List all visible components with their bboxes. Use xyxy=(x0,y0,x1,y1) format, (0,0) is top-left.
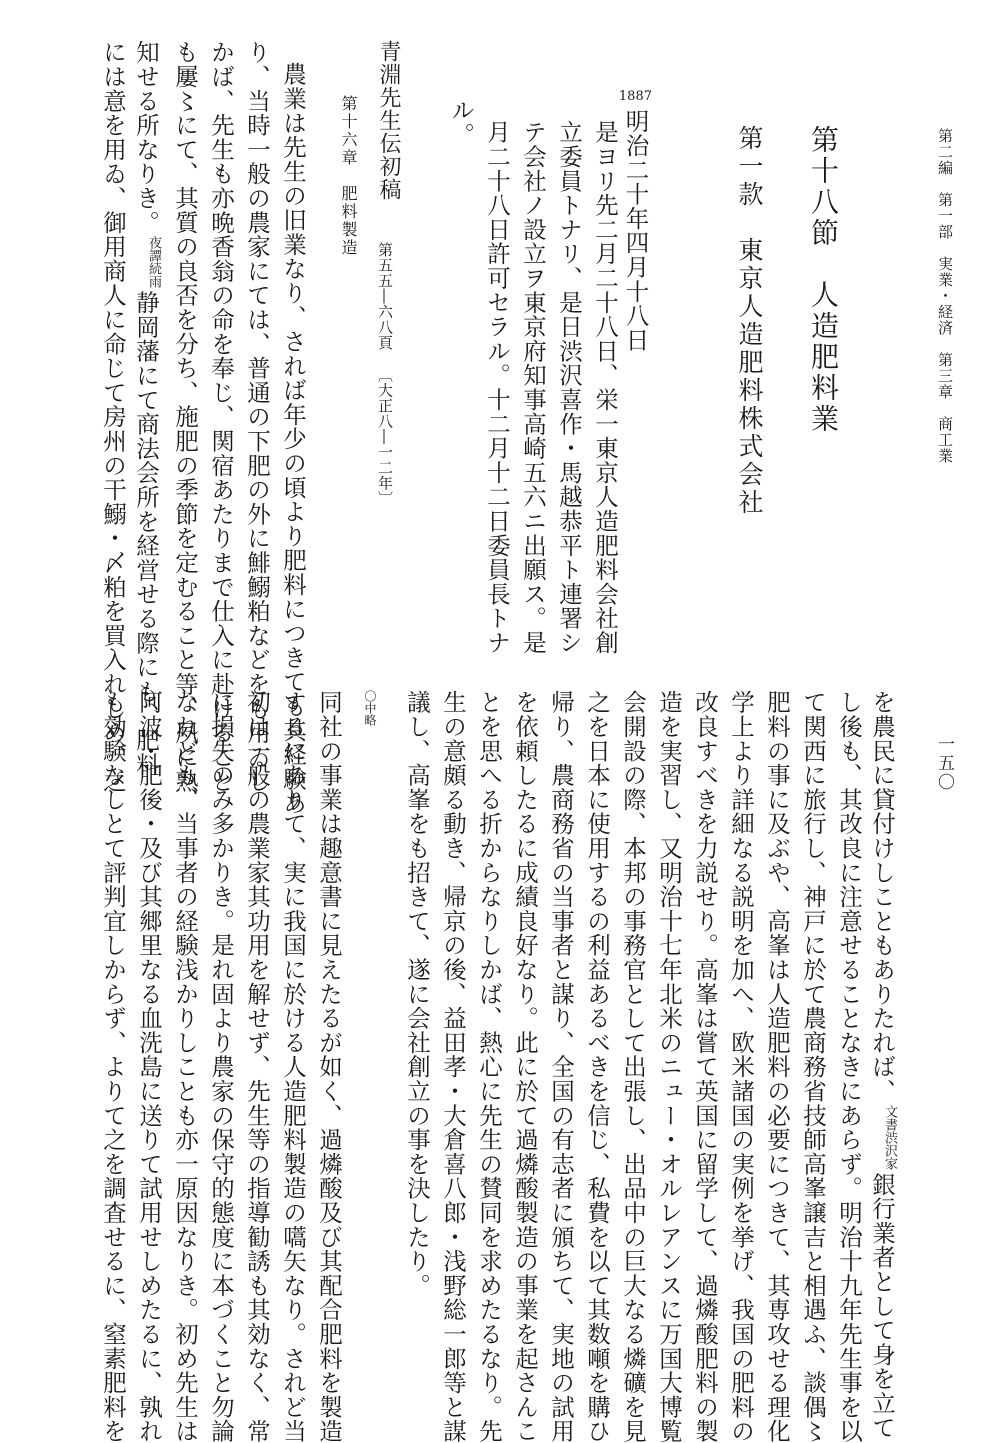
source-pages: 第五五―六八頁 xyxy=(376,242,394,351)
body-line: 議し、高峯をも招きて、遂に会社創立の事を決したり。 xyxy=(403,690,431,1298)
body-line: 学上より詳細なる説明を加へ、欧米諸国の実例を挙げ、我国の肥料の xyxy=(727,690,755,1443)
citation-line: 渋沢家 xyxy=(882,1131,897,1171)
body-line: 改良すべきを力説せり。高峯は嘗て英国に留学して、過燐酸肥料の製 xyxy=(691,690,719,1443)
body-line: 之を日本に使用するの利益あるべきを信じ、私費を以て其数噸を購ひ xyxy=(583,690,611,1443)
citation-line: 文書 xyxy=(882,1105,897,1132)
body-text: を農民に貸付けしこともありたれば、 xyxy=(868,690,897,1104)
entry-line: ル。 xyxy=(447,98,475,147)
inline-citation xyxy=(881,1105,896,1170)
running-header: 第二編 第一部 実業・経済 第三章 商工業 xyxy=(936,128,954,464)
omission-mark: 〇中略 xyxy=(363,690,377,726)
body-line: 造を実習し、又明治十七年北米のニュー・オルレアンスに万国大博覧 xyxy=(655,690,683,1443)
body-line: し後も、其改良に注意せることなきにあらず。明治十九年先生事を以 xyxy=(835,690,863,1443)
body-line: 肥料の事に及ぶや、高峯は人造肥料の必要につきて、其専攻せる理化 xyxy=(763,690,791,1443)
body-line: り、当時一般の農家にては、普通の下肥の外に鯡鰯粕などをも用ゐし xyxy=(243,40,271,794)
body-line: て関西に旅行し、神戸に於て農商務省技師高峯譲吉と相遇ふ、談偶〻 xyxy=(799,690,827,1443)
body-text: 静岡藩にて商法会所を経営せる際にも、肥料 xyxy=(132,290,161,777)
entry-line: テ会社ノ設立ヲ東京府知事高崎五六ニ出願ス。是 xyxy=(519,120,547,655)
body-text: 銀行業者として身を立て xyxy=(868,1172,897,1440)
body-line: 会開設の際、本邦の事務官として出張し、出品中の巨大なる燐礦を見 xyxy=(619,690,647,1443)
body-line: も効験なしとて評判宜しからず、よりて之を調査せるに、窒素肥料を xyxy=(99,690,127,1443)
subsection-title: 第一款 東京人造肥料株式会社 xyxy=(735,125,764,517)
citation-line: 続雨 xyxy=(146,262,161,289)
source-date: 〔大正八―一二年〕 xyxy=(376,367,394,507)
body-line: も屢〻にて、其質の良否を分ち、施肥の季節を定むること等、夙に熟 xyxy=(171,40,199,794)
body-line: 帰り、農商務省の当事者と謀り、全国の有志者に頒ちて、実地の試用 xyxy=(547,690,575,1443)
body-line: なれども、当事者の経験浅かりしことも亦一原因なりき。初め先生は xyxy=(171,690,199,1443)
page-number: 一五〇 xyxy=(934,735,954,792)
entry-date xyxy=(619,90,652,352)
body-line: 初は一般の農業家其功用を解せず、先生等の指導勧誘も其効なく、常 xyxy=(243,690,271,1443)
body-line: するにありて、実に我国に於ける人造肥料製造の嚆矢なり。されど当 xyxy=(279,690,307,1443)
entry-line: 月二十八日許可セラル。十二月十二日委員長トナ xyxy=(483,120,511,655)
citation-line: 夜譚 xyxy=(146,236,161,263)
body-line xyxy=(870,690,896,1439)
body-line: 同社の事業は趣意書に見えたるが如く、過燐酸及び其配合肥料を製造 xyxy=(315,690,343,1443)
inline-citation xyxy=(145,236,160,288)
body-line: には意を用ゐ、御用商人に命じて房州の干鰯・〆粕を買入れしめ、之 xyxy=(99,40,127,794)
body-text: 知せる所なりき。 xyxy=(132,40,161,235)
body-line: とを思へる折からなりしかば、熱心に先生の賛同を求めたるなり。先 xyxy=(475,690,503,1443)
entry-line: 立委員トナリ、是日渋沢喜作・馬越恭平ト連署シ xyxy=(555,120,583,655)
chapter-heading: 第十六章 肥料製造 xyxy=(339,95,358,257)
body-line: かば、先生も亦晩香翁の命を奉じ、関宿あたりまで仕入に赴けること xyxy=(207,40,235,794)
body-line: を依頼したるに成績良好なり。此に於て過燐酸製造の事業を起さんこ xyxy=(511,690,539,1443)
entry-line: 是ヨリ先二月二十八日、栄一東京人造肥料会社創 xyxy=(591,120,619,655)
body-line: 阿波・肥後・及び其郷里なる血洗島に送りて試用せしめたるに、孰れ xyxy=(135,690,163,1443)
body-line: 生の意頗る動き、帰京の後、益田孝・大倉喜八郎・浅野総一郎等と謀 xyxy=(439,690,467,1443)
year-note: 1887 xyxy=(618,89,652,104)
source-title: 青淵先生伝初稿 xyxy=(376,40,401,201)
body-line: 農業は先生の旧業なり、されば年少の頃より肥料につきても其経験あ xyxy=(279,62,307,816)
body-line xyxy=(134,40,160,776)
entry-date-text: 明治二十年四月十八日 xyxy=(621,109,650,352)
section-title: 第十八節 人造肥料業 xyxy=(807,125,840,435)
body-line: に損失のみ多かりき。是れ固より農家の保守的態度に本づくこと勿論 xyxy=(207,690,235,1443)
